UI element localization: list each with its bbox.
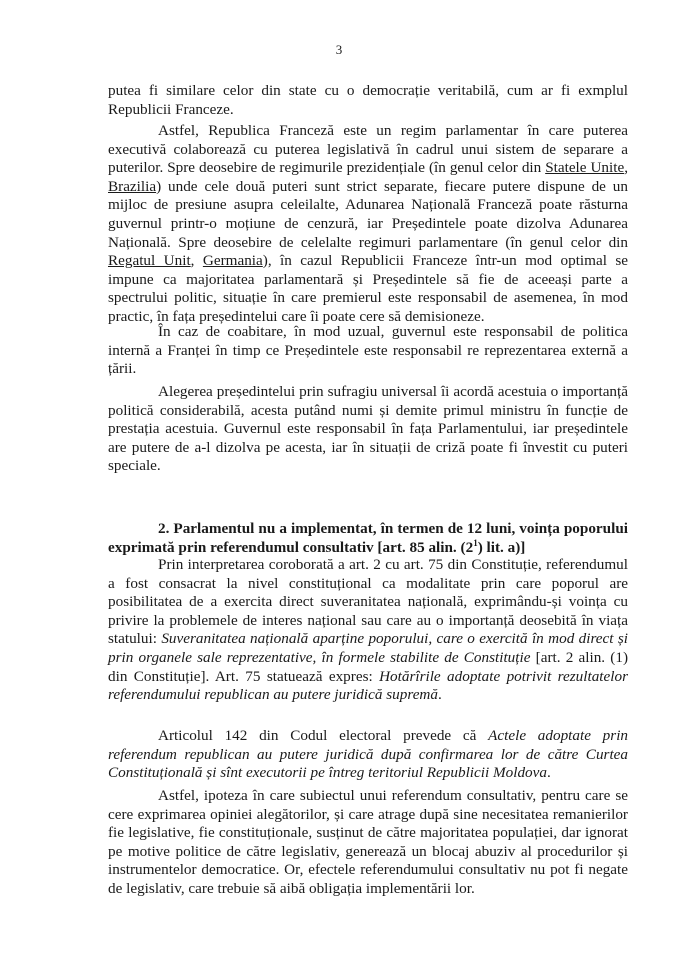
quote-constitution-art2: Suveranitatea națională aparține poporului, care o exercită în mod direct și prin organele sale reprezentative, în formele stabilite de Constituție — [108, 630, 629, 666]
paragraph-1: putea fi similare celor din state cu o democrație veritabilă, cum ar fi exmplul Republicii Franceze. — [108, 82, 628, 118]
quote-electoral-code: Actele adoptate prin referendum republican au putere juridică după confirmarea lor de către Curtea Constituțională și sînt executorii pe întreg teritoriul Republicii Moldova — [108, 727, 629, 782]
link-germania[interactable]: Germania — [202, 252, 263, 270]
paragraph-6: Articolul 142 din Codul electoral prevede că Actele adoptate prin referendum republican au putere juridică după confirmarea lor de către Curtea Constituțională și sînt executorii pe întreg teritoriul Republicii Moldova. — [108, 727, 629, 782]
paragraph-5: Prin interpretarea coroborată a art. 2 cu art. 75 din Constituție, referendumul a fost consacrat la nivel constituțional ca modalitate prin care poporul are posibilitatea de a exercita direct suveranitatea națională, exprimându-și voința cu privire la problemele de interes național sau care au o importanță deosebită în viața statului: Suveranitatea națională aparține poporului, care o exercită în mod direct și prin organele sale reprezentative, în formele stabilite de Constituție [art. 2 alin. (1) din Constituție]. Art. 75 statuează expres: Hotărîrile adoptate potrivit rezultatelor referendumului republican au putere juridică supremă. — [108, 556, 629, 704]
link-statele-unite[interactable]: Statele Unite — [545, 159, 625, 177]
link-brazilia[interactable]: Brazilia — [108, 177, 157, 195]
paragraph-2: Astfel, Republica Franceză este un regim parlamentar în care puterea executivă colaborează cu puterea legislativă în cadrul unui sistem de separare a puterilor. Spre deosebire de regimurile prezidențiale (în genul celor din Statele Unite, Brazilia) unde cele două puteri sunt strict separate, fiecare putere dispune de un mijloc de presiune asupra celeilalte, Adunarea Națională Franceză poate răsturna guvernul printr-o moțiune de cenzură, iar Președintele poate dizolva Adunarea Națională. Spre deosebire de celelalte regimuri parlamentare (în genul celor din Regatul Unit, Germania), în cazul Republicii Franceze într-un mod optimal se impune ca majoritatea parlamentară și Președintele să fie de aceeași parte a spectrului politic, situație în care premierul este responsabil de asemenea, în mod practic, în fața președintelui care îi poate cere să demisioneze. — [108, 122, 629, 325]
paragraph-7: Astfel, ipoteza în care subiectul unui referendum consultativ, pentru care se cere exprimarea opiniei alegătorilor, și care atrage după sine necesitatea remanierilor fie legislative, fie constituționale, susținut de către majoritatea populației, dar ignorat pe motive politice de către legislativ, generează un blocaj abuziv al procedurilor și instrumentelor democratice. Or, efectele referendumului consultativ nu pot fi negate de legislativ, care trebuie să aibă obligația implementării lor. — [108, 787, 628, 897]
quote-constitution-art75: Hotărîrile adoptate potrivit rezultatelor referendumului republican au putere juridică supremă — [108, 667, 628, 704]
paragraph-3: În caz de coabitare, în mod uzual, guvernul este responsabil de politica internă a Franței în timp ce Președintele este responsabil re reprezentarea externă a țării. — [108, 323, 628, 378]
page-number: 3 — [335, 42, 343, 57]
section-heading: 2. Parlamentul nu a implementat, în termen de 12 luni, voința poporului exprimată prin referendumul consultativ [art. 85 alin. $(2^1)$ lit. a)] — [108, 520, 628, 556]
paragraph-4: Alegerea președintelui prin sufragiu universal îi acordă acestuia o importanță politică considerabilă, acesta putând numi și demite primul ministru în funcție de prestația acestuia. Guvernul este responsabil în fața Parlamentului, iar președintele are putere de a-l dizolva pe acesta, iar în situații de criză poate fi învestit cu puteri speciale. — [108, 383, 628, 475]
link-regatul-unit[interactable]: Regatul Unit — [108, 252, 191, 270]
